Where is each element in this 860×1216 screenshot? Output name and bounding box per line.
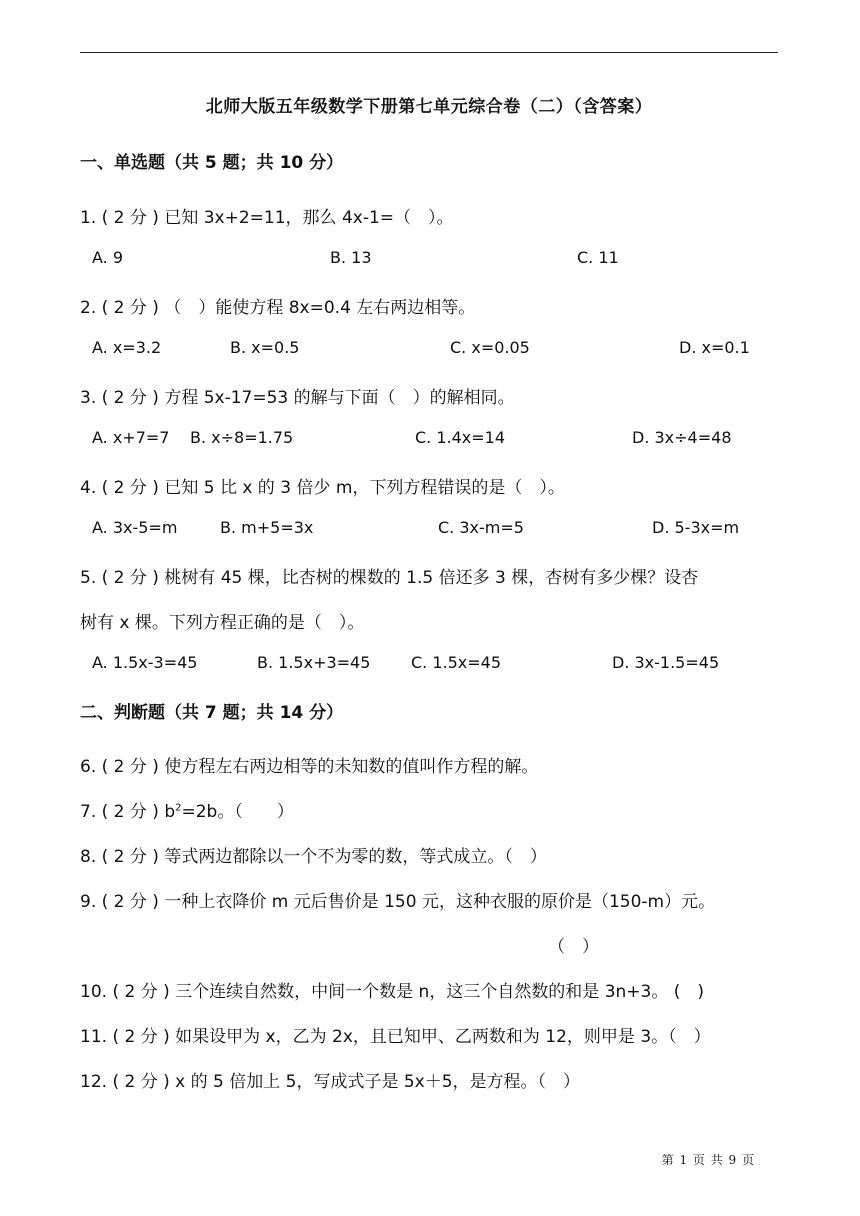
question-8: 8. ( 2 分 ) 等式两边都除以一个不为零的数，等式成立。（ ） [80, 847, 547, 867]
question-10: 10. ( 2 分 ) 三个连续自然数，中间一个数是 n，这三个自然数的和是 3n+3。 ( ) [80, 982, 705, 1002]
q2-option-d: D. x=0.1 [679, 338, 750, 357]
q3-option-d: D. 3x÷4=48 [632, 428, 732, 447]
q1-option-c: C. 11 [577, 248, 619, 267]
q2-option-b: B. x=0.5 [230, 338, 300, 357]
q3-option-b: B. x÷8=1.75 [190, 428, 294, 447]
q5-option-a: A. 1.5x-3=45 [92, 653, 198, 672]
page-footer: 第 1 页 共 9 页 [661, 1153, 755, 1167]
question-9-answer-blank: （ ） [548, 937, 599, 957]
question-11: 11. ( 2 分 ) 如果设甲为 x，乙为 2x，且已知甲、乙两数和为 12，则甲是 3。（ ） [80, 1027, 711, 1047]
question-5-line-2: 树有 x 棵。下列方程正确的是（ ）。 [80, 613, 365, 633]
header-rule [80, 52, 778, 53]
q1-option-b: B. 13 [330, 248, 372, 267]
section-heading-true-false: 二、判断题（共 7 题；共 14 分） [80, 703, 344, 723]
question-3: 3. ( 2 分 ) 方程 5x-17=53 的解与下面（ ）的解相同。 [80, 388, 515, 408]
question-6: 6. ( 2 分 ) 使方程左右两边相等的未知数的值叫作方程的解。 [80, 757, 539, 777]
q2-option-c: C. x=0.05 [450, 338, 530, 357]
question-9: 9. ( 2 分 ) 一种上衣降价 m 元后售价是 150 元，这种衣服的原价是（150-m）元。 [80, 892, 716, 912]
page-title: 北师大版五年级数学下册第七单元综合卷（二）（含答案） [205, 97, 653, 117]
question-2: 2. ( 2 分 ) （ ）能使方程 8x=0.4 左右两边相等。 [80, 298, 476, 318]
q2-option-a: A. x=3.2 [92, 338, 162, 357]
question-12: 12. ( 2 分 ) x 的 5 倍加上 5，写成式子是 5x＋5，是方程。（ ） [80, 1072, 581, 1092]
q5-option-c: C. 1.5x=45 [411, 653, 502, 672]
question-4: 4. ( 2 分 ) 已知 5 比 x 的 3 倍少 m，下列方程错误的是（ ）。 [80, 478, 565, 498]
q5-option-b: B. 1.5x+3=45 [257, 653, 371, 672]
q5-option-d: D. 3x-1.5=45 [612, 653, 720, 672]
q4-option-a: A. 3x-5=m [92, 518, 178, 537]
question-7: 7. ( 2 分 ) $b^2=2b$。（ ） [80, 802, 294, 822]
q1-option-a: A. 9 [92, 248, 124, 267]
q4-option-d: D. 5-3x=m [652, 518, 740, 537]
q4-option-b: B. m+5=3x [220, 518, 314, 537]
question-5-line-1: 5. ( 2 分 ) 桃树有 45 棵，比杏树的棵数的 1.5 倍还多 3 棵，杏树有多少棵？设杏 [80, 568, 699, 588]
q4-option-c: C. 3x-m=5 [438, 518, 524, 537]
section-heading-single-choice: 一、单选题（共 5 题；共 10 分） [80, 153, 344, 173]
question-1: 1. ( 2 分 ) 已知 3x+2=11，那么 4x-1=（ ）。 [80, 208, 454, 228]
q3-option-a: A. x+7=7 [92, 428, 170, 447]
q3-option-c: C. 1.4x=14 [415, 428, 506, 447]
